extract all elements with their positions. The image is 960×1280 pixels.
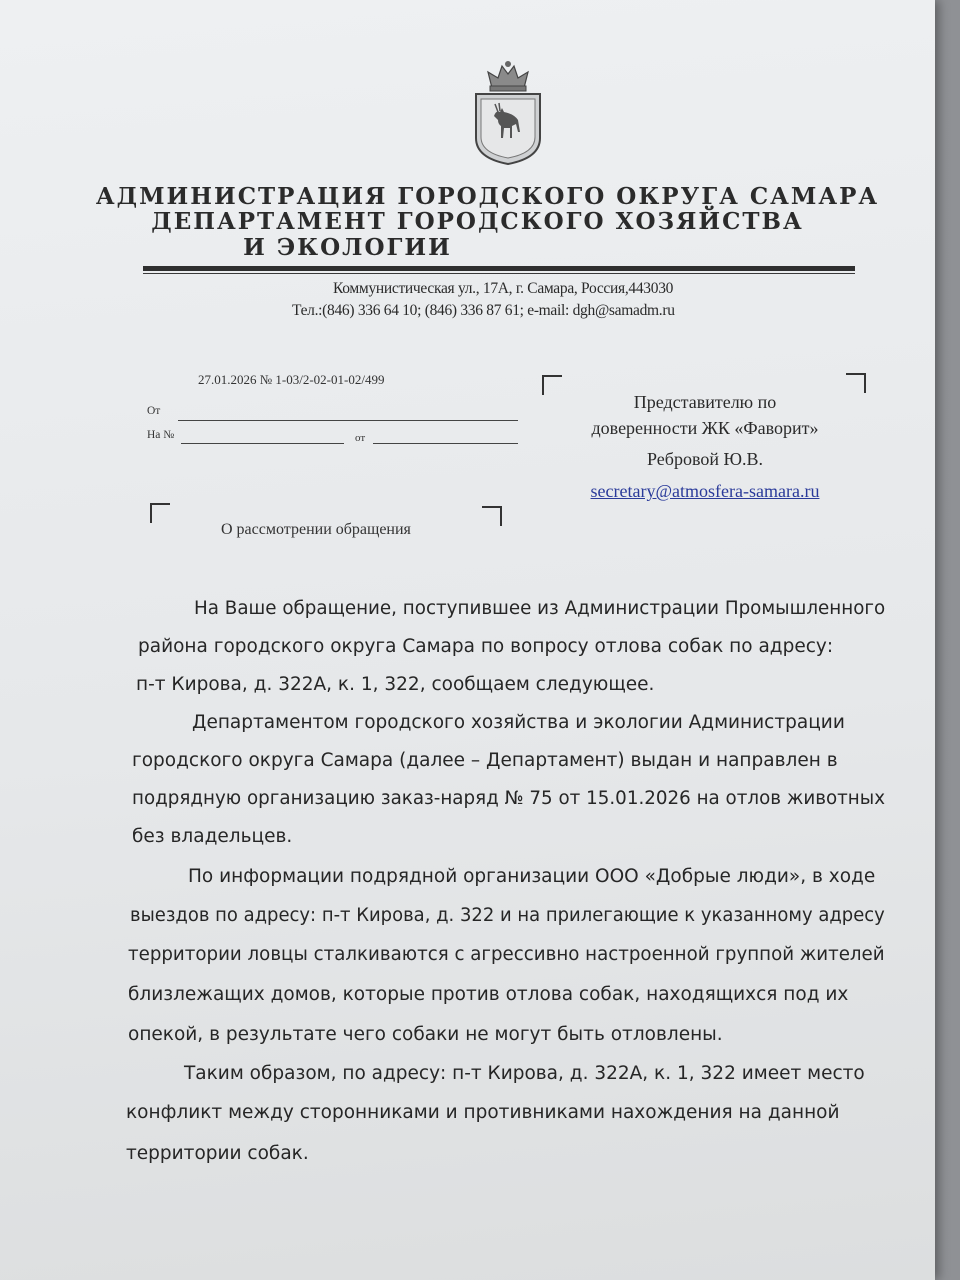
header-rule-thick xyxy=(143,266,855,271)
on-number-label: На № xyxy=(147,429,175,441)
addressee-line1: Представителю по xyxy=(633,392,777,412)
body-line: На Ваше обращение, поступившее из Администрации Промышленного xyxy=(194,598,886,619)
body-line: п-т Кирова, д. 322А, к. 1, 322, сообщаем следующее. xyxy=(136,674,655,695)
on-number-underline xyxy=(181,443,344,444)
body-line: Таким образом, по адресу: п-т Кирова, д. 322А, к. 1, 322 имеет место xyxy=(184,1063,865,1084)
body-line: территории собак. xyxy=(126,1143,309,1164)
of-date-label: от xyxy=(355,432,366,444)
of-date-underline xyxy=(373,443,518,444)
addressee-line2: доверенности ЖК «Фаворит» xyxy=(591,418,819,438)
addressee-corner-right xyxy=(846,373,866,393)
body-line: района городского округа Самара по вопросу отлова собак по адресу: xyxy=(138,636,834,657)
registration-date-number: 27.01.2026 № 1-03/2-02-01-02/499 xyxy=(198,372,385,387)
body-line: выездов по адресу: п-т Кирова, д. 322 и на прилегающие к указанному адресу xyxy=(130,905,885,926)
header-org-line3: И ЭКОЛОГИИ xyxy=(243,234,452,261)
addressee-email-link[interactable]: secretary@atmosfera-samara.ru xyxy=(590,481,820,501)
subject-corner-left xyxy=(150,503,170,523)
letter-subject: О рассмотрении обращения xyxy=(221,521,411,538)
samara-coat-of-arms-icon xyxy=(470,58,546,166)
body-line: территории ловцы сталкиваются с агрессивно настроенной группой жителей xyxy=(128,944,885,965)
header-org-line2: ДЕПАРТАМЕНТ ГОРОДСКОГО ХОЗЯЙСТВА xyxy=(151,208,804,235)
org-address: Коммунистическая ул., 17А, г. Самара, Россия,443030 xyxy=(333,280,674,297)
body-line: подрядную организацию заказ-наряд № 75 от 15.01.2026 на отлов животных xyxy=(132,788,886,809)
body-line: опекой, в результате чего собаки не могут быть отловлены. xyxy=(128,1024,723,1045)
from-underline xyxy=(178,420,518,421)
body-line: городского округа Самара (далее – Департамент) выдан и направлен в xyxy=(132,750,838,771)
body-line: Департаментом городского хозяйства и экологии Администрации xyxy=(192,712,845,733)
header-org-line1: АДМИНИСТРАЦИЯ ГОРОДСКОГО ОКРУГА САМАРА xyxy=(95,183,880,210)
body-line: конфликт между сторонниками и противниками нахождения на данной xyxy=(126,1102,840,1123)
header-rule-thin xyxy=(143,273,855,274)
body-line: без владельцев. xyxy=(132,826,293,847)
body-line: По информации подрядной организации ООО «Добрые люди», в ходе xyxy=(188,866,876,887)
addressee-name: Ребровой Ю.В. xyxy=(647,449,763,469)
org-contacts: Тел.:(846) 336 64 10; (846) 336 87 61; e-mail: dgh@samadm.ru xyxy=(292,302,675,319)
from-label: От xyxy=(147,405,161,417)
addressee-corner-left xyxy=(542,375,562,395)
subject-corner-right xyxy=(482,506,502,526)
body-line: близлежащих домов, которые против отлова собак, находящихся под их xyxy=(128,984,849,1005)
